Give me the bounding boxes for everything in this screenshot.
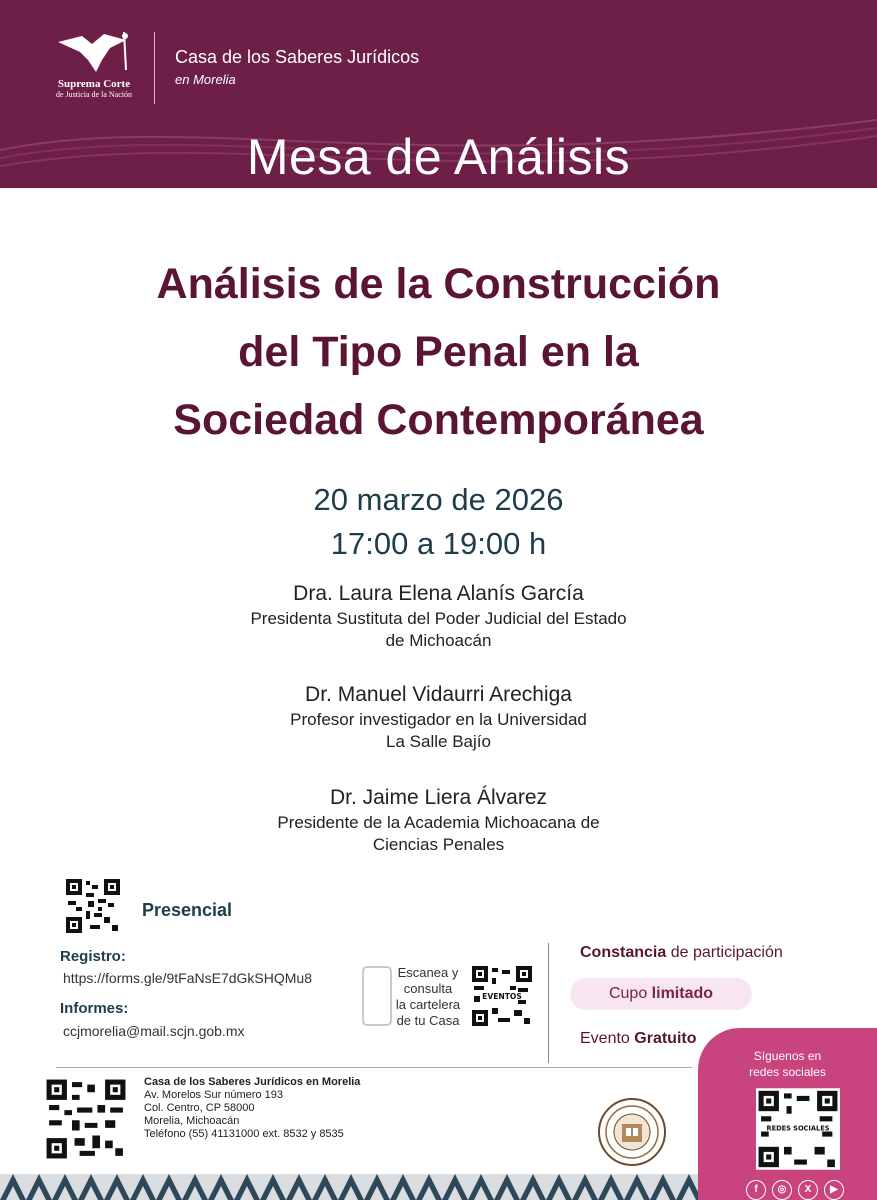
constancia-bold: Constancia [580,944,667,961]
speaker-name: Dr. Jaime Liera Álvarez [329,786,548,809]
header-divider [154,32,155,104]
event-title-line: Sociedad Contemporánea [173,396,704,444]
eagle-emblem-icon [52,30,136,76]
logo-subtitle: de Justicia de la Nación [56,90,132,99]
youtube-icon[interactable]: ▶ [824,1180,844,1200]
address-line: Av. Morelos Sur número 193 [144,1089,283,1101]
address-qr-code-icon[interactable] [44,1077,128,1161]
evento-bold: Gratuito [634,1030,697,1047]
header-banner [0,0,877,188]
speaker [0,681,877,753]
address-line: Morelia, Michoacán [144,1115,240,1127]
events-qr-code-icon[interactable] [470,964,534,1028]
address-line: Teléfono (55) 41131000 ext. 8532 y 8535 [144,1128,344,1140]
presencial-qr-code-icon[interactable] [64,877,122,935]
event-title [40,250,837,454]
event-title-line: Análisis de la Construcción [156,260,721,308]
social-panel [698,1028,877,1200]
constancia-rest: de participación [666,944,783,961]
decorative-pattern [0,1174,698,1200]
scan-line: de tu Casa [396,1013,460,1028]
registration-label: Registro: [60,948,126,965]
footer-divider [56,1067,692,1068]
social-qr-tag: REDES SOCIALES [766,1124,830,1133]
social-qr-code-icon[interactable] [756,1088,840,1170]
social-caption [698,1048,877,1080]
cupo-badge [570,978,752,1010]
modality-label: Presencial [142,900,233,920]
speaker-name: Dr. Manuel Vidaurri Arechiga [305,683,572,706]
org-subtitle: en Morelia [175,72,236,87]
speaker-role: Profesor investigador en la Universidad [290,710,587,729]
speaker-role: de Michoacán [385,631,492,650]
address-block [144,1076,360,1141]
banner-title: Mesa de Análisis [246,129,631,185]
speaker-role: Ciencias Penales [372,835,505,854]
section-divider [548,943,549,1063]
speaker-role: La Salle Bajío [386,732,491,751]
constancia-text [580,944,783,962]
scan-line: Escanea y [397,965,459,980]
scjn-logo [44,30,144,99]
x-icon[interactable]: X [798,1180,818,1200]
scan-instructions [392,965,464,1029]
event-title-line: del Tipo Penal en la [238,328,639,376]
evento-plain: Evento [580,1030,635,1047]
scan-line: consulta [403,981,453,996]
social-icons-row [746,1180,844,1200]
instagram-icon[interactable]: ◎ [772,1180,792,1200]
event-datetime [0,478,877,566]
org-title: Casa de los Saberes Jurídicos [175,47,420,67]
info-label: Informes: [60,1000,129,1017]
social-line: Síguenos en [753,1049,822,1063]
speaker [0,784,877,856]
info-email-link[interactable]: ccjmorelia@mail.scjn.gob.mx [63,1023,245,1039]
cupo-plain: Cupo [608,985,652,1002]
logo-name: Suprema Corte [57,78,131,90]
facebook-icon[interactable]: f [746,1180,766,1200]
event-date: 20 marzo de 2026 [313,482,564,517]
scan-line: la cartelera [395,997,461,1012]
speaker-role: Presidente de la Academia Michoacana de [277,813,600,832]
speaker [0,580,877,652]
events-qr-tag: EVENTOS [482,992,522,1001]
speaker-role: Presidenta Sustituta del Poder Judicial del Estado [250,609,627,628]
cupo-bold: limitado [651,985,714,1002]
address-line: Casa de los Saberes Jurídicos en Morelia [144,1076,361,1088]
speaker-name: Dra. Laura Elena Alanís García [293,582,584,605]
event-time: 17:00 a 19:00 h [330,526,547,561]
address-line: Col. Centro, CP 58000 [144,1102,255,1114]
registration-link[interactable]: https://forms.gle/9tFaNsE7dGkSHQMu8 [63,970,312,986]
institutional-seal-icon [598,1098,666,1166]
phone-icon [362,966,392,1026]
evento-text [580,1030,696,1048]
social-line: redes sociales [749,1065,826,1079]
